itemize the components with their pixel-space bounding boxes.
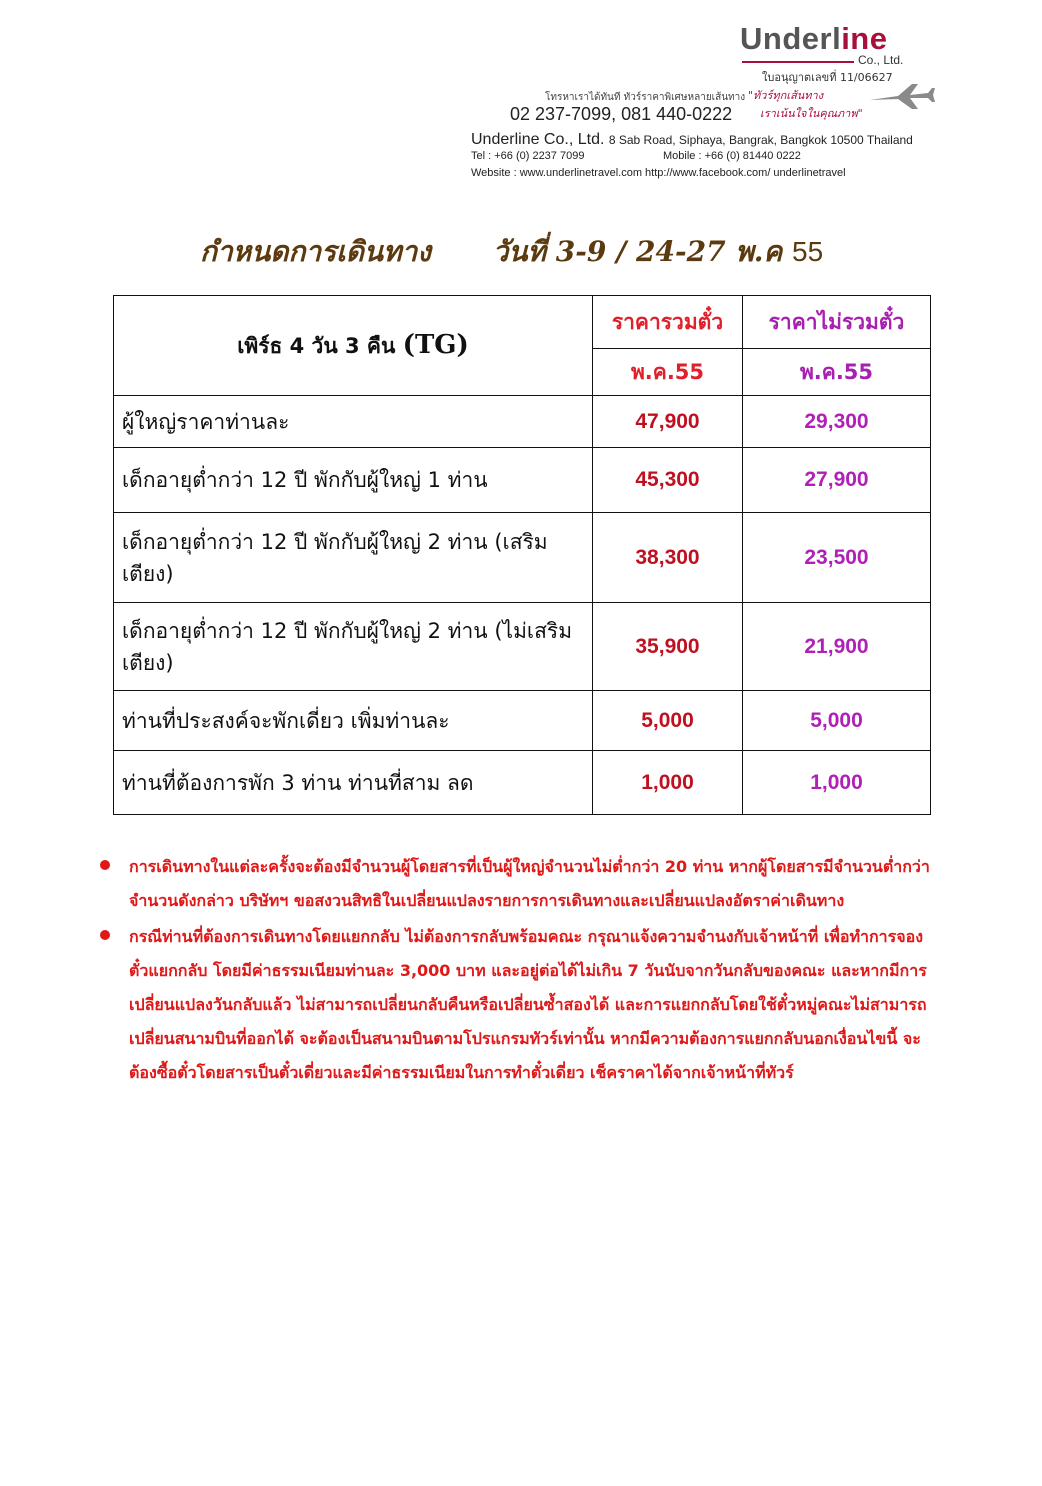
- airline-code: (TG): [402, 330, 469, 360]
- price-without-fare: 29,300: [743, 396, 931, 448]
- license-number: ใบอนุญาตเลขที่ 11/06627: [762, 71, 893, 84]
- price-without-fare: 5,000: [743, 691, 931, 751]
- note-text: การเดินทางในแต่ละครั้งจะต้องมีจำนวนผู้โดยสารที่เป็นผู้ใหญ่จำนวนไม่ต่ำกว่า 20 ท่าน หากผู้โดยสารมีจำนวนต่ำกว่าจำนวนดังกล่าว บริษัทฯ ขอสงวนสิทธิในเปลี่ยนแปลงรายการการเดินทางและเปลี่ยนแปลงอัตราค่าเดินทาง: [129, 857, 930, 910]
- list-item: [97, 850, 942, 918]
- title-dates: วันที่ 3-9 / 24-27 พ.ค: [492, 235, 783, 268]
- row-label: เด็กอายุต่ำกว่า 12 ปี พักกับผู้ใหญ่ 2 ท่าน (ไม่เสริมเตียง): [114, 603, 593, 691]
- table-row: [114, 691, 931, 751]
- price-with-fare: 5,000: [593, 691, 743, 751]
- price-with-fare: 35,900: [593, 603, 743, 691]
- phone-numbers: 02 237-7099, 081 440-0222: [510, 104, 733, 124]
- table-row: [114, 513, 931, 603]
- table-row: [114, 751, 931, 815]
- table-header-row: [114, 296, 931, 349]
- title-label: กำหนดการเดินทาง: [200, 235, 431, 268]
- price-with-fare: 45,300: [593, 448, 743, 513]
- company-address-line: [471, 131, 913, 149]
- slogan-line-1: "ทัวร์ทุกเส้นทาง: [748, 89, 824, 102]
- bullet-dot-icon: [100, 930, 110, 940]
- price-with-fare: 1,000: [593, 751, 743, 815]
- package-header: [114, 296, 593, 396]
- price-with-fare: 47,900: [593, 396, 743, 448]
- row-label: ท่านที่ประสงค์จะพักเดี่ยว เพิ่มท่านละ: [114, 691, 593, 751]
- header-with-fare: ราคารวมตั๋ว: [593, 296, 743, 349]
- mobile-number: Mobile : +66 (0) 81440 0222: [663, 150, 801, 162]
- list-item: [97, 920, 942, 1090]
- price-without-fare: 23,500: [743, 513, 931, 603]
- page-title: [200, 230, 823, 274]
- hotline-label: โทรหาเราได้ทันที ทัวร์ราคาพิเศษหลายเส้นทาง: [545, 92, 746, 103]
- price-with-fare: 38,300: [593, 513, 743, 603]
- package-label: เพิร์ธ 4 วัน 3 คืน: [237, 334, 396, 358]
- table-row: [114, 448, 931, 513]
- logo-subtitle: Co., Ltd.: [858, 53, 904, 67]
- title-year: 55: [792, 236, 824, 267]
- logo-underline: [742, 61, 854, 63]
- price-without-fare: 27,900: [743, 448, 931, 513]
- price-without-fare: 1,000: [743, 751, 931, 815]
- website-line: Website : www.underlinetravel.com http://www.facebook.com/ underlinetravel: [471, 167, 846, 179]
- company-name: Underline Co., Ltd.: [471, 131, 605, 148]
- contact-line: [471, 150, 801, 162]
- company-address: 8 Sab Road, Siphaya, Bangrak, Bangkok 10500 Thailand: [608, 133, 913, 147]
- row-label: ท่านที่ต้องการพัก 3 ท่าน ท่านที่สาม ลด: [114, 751, 593, 815]
- slogan: [748, 87, 888, 123]
- logo-main-text: Underl: [740, 21, 842, 56]
- month-without-fare: พ.ค.55: [743, 349, 931, 396]
- header-without-fare: ราคาไม่รวมตั๋ว: [743, 296, 931, 349]
- conditions-list: [97, 850, 942, 1092]
- table-row: [114, 603, 931, 691]
- row-label: ผู้ใหญ่ราคาท่านละ: [114, 396, 593, 448]
- note-text: กรณีท่านที่ต้องการเดินทางโดยแยกกลับ ไม่ต้องการกลับพร้อมคณะ กรุณาแจ้งความจำนงกับเจ้าหน้าที่ เพื่อทำการจองตั๋วแยกกลับ โดยมีค่าธรรมเนียมท่านละ 3,000 บาท และอยู่ต่อได้ไม่เกิน 7 วันนับจากวันกลับของคณะ และหากมีการเปลี่ยนแปลงวันกลับแล้ว ไม่สามารถเปลี่ยนกลับคืนหรือเปลี่ยนซ้ำสองได้ และการแยกกลับโดยใช้ตั๋วหมู่คณะไม่สามารถเปลี่ยนสนามบินที่ออกได้ จะต้องเป็นสนามบินตามโปรแกรมทัวร์เท่านั้น หากมีความต้องการแยกกลับนอกเงื่อนไขนี้ จะต้องซื้อตั๋วโดยสารเป็นตั๋วเดี่ยวและมีค่าธรรมเนียมในการทำตั๋วเดี่ยว เช็คราคาได้จากเจ้าหน้าที่ทัวร์: [129, 927, 927, 1082]
- month-with-fare: พ.ค.55: [593, 349, 743, 396]
- bullet-dot-icon: [100, 860, 110, 870]
- tel-number: Tel : +66 (0) 2237 7099: [471, 150, 585, 162]
- airplane-icon: [868, 80, 936, 112]
- price-table: [113, 295, 931, 815]
- logo-accent-text: ine: [841, 21, 888, 56]
- row-label: เด็กอายุต่ำกว่า 12 ปี พักกับผู้ใหญ่ 2 ท่าน (เสริมเตียง): [114, 513, 593, 603]
- row-label: เด็กอายุต่ำกว่า 12 ปี พักกับผู้ใหญ่ 1 ท่าน: [114, 448, 593, 513]
- price-without-fare: 21,900: [743, 603, 931, 691]
- table-row: [114, 396, 931, 448]
- company-logo: [740, 22, 887, 56]
- slogan-line-2: เราเน้นใจในคุณภาพ": [760, 107, 863, 120]
